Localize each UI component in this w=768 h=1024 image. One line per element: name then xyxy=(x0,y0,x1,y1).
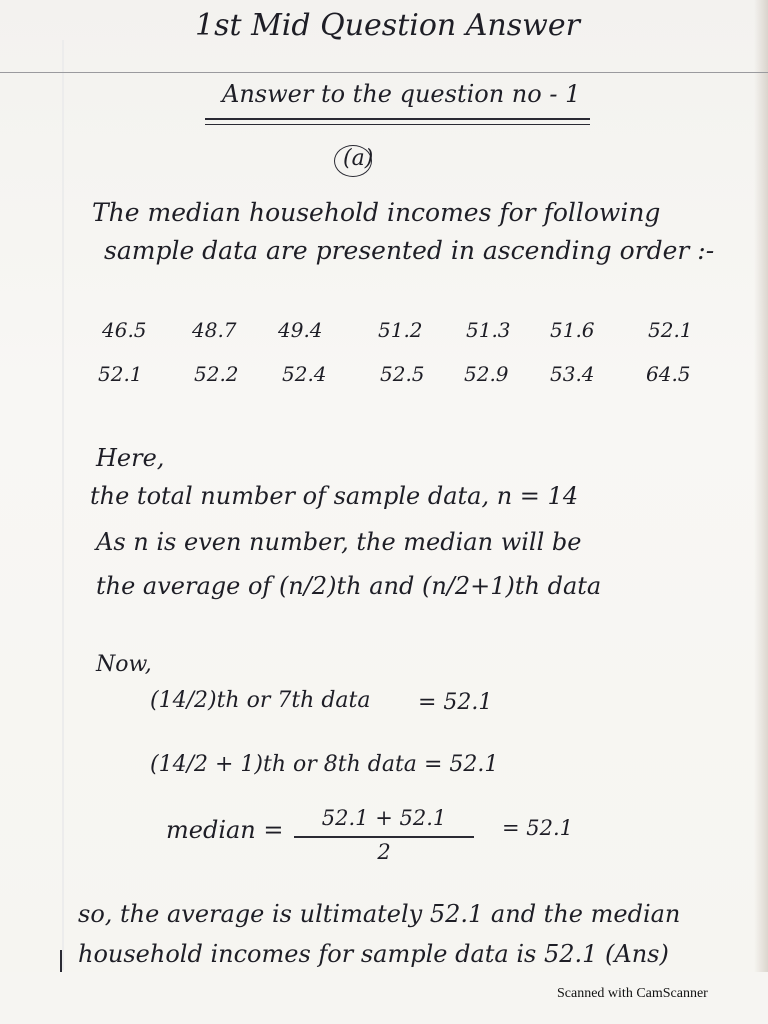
median-label: median = xyxy=(166,816,284,844)
scanner-watermark: Scanned with CamScanner xyxy=(557,986,708,1001)
page-edge-shadow xyxy=(754,0,768,972)
here-label: Here, xyxy=(96,444,165,472)
data-row-1 xyxy=(98,318,718,348)
explanation-line-1: the total number of sample data, n = 14 xyxy=(90,482,579,510)
now-label: Now, xyxy=(96,652,152,677)
median-result: = 52.1 xyxy=(502,816,574,840)
data-value: 52.5 xyxy=(380,362,425,386)
margin-mark xyxy=(60,950,62,972)
data-value: 52.1 xyxy=(648,318,693,342)
median-denominator: 2 xyxy=(377,840,391,864)
data-value: 51.6 xyxy=(550,318,595,342)
data-value: 49.4 xyxy=(278,318,323,342)
data-value: 52.1 xyxy=(98,362,143,386)
heading-underline-2 xyxy=(205,124,590,125)
heading-underline xyxy=(205,118,590,120)
median-numerator: 52.1 + 52.1 xyxy=(321,806,447,830)
data-row-2 xyxy=(98,362,718,392)
conclusion-line-2: household incomes for sample data is 52.1 (Ans) xyxy=(78,940,669,968)
data-value: 64.5 xyxy=(646,362,691,386)
step-1-lhs: (14/2)th or 7th data xyxy=(150,688,371,713)
margin-line xyxy=(62,40,64,970)
question-heading: Answer to the question no - 1 xyxy=(222,80,581,108)
explanation-line-2: As n is even number, the median will be xyxy=(96,528,582,556)
fraction-bar xyxy=(294,836,474,838)
step-2-rhs: = 52.1 xyxy=(424,752,499,777)
step-2-lhs: (14/2 + 1)th or 8th data xyxy=(150,752,417,777)
data-value: 48.7 xyxy=(192,318,237,342)
data-value: 51.3 xyxy=(466,318,511,342)
conclusion-line-1: so, the average is ultimately 52.1 and the median xyxy=(78,900,681,928)
step-1-rhs: = 52.1 xyxy=(418,690,493,715)
data-value: 52.9 xyxy=(464,362,509,386)
part-label: (a) xyxy=(343,146,374,171)
page-title: 1st Mid Question Answer xyxy=(195,8,580,43)
data-value: 51.2 xyxy=(378,318,423,342)
header-rule xyxy=(0,72,768,73)
data-value: 53.4 xyxy=(550,362,595,386)
intro-line-2: sample data are presented in ascending order :- xyxy=(104,236,715,265)
intro-line-1: The median household incomes for following xyxy=(92,198,661,227)
data-value: 52.2 xyxy=(194,362,239,386)
data-value: 46.5 xyxy=(102,318,147,342)
data-value: 52.4 xyxy=(282,362,327,386)
explanation-line-3: the average of (n/2)th and (n/2+1)th data xyxy=(96,572,602,600)
